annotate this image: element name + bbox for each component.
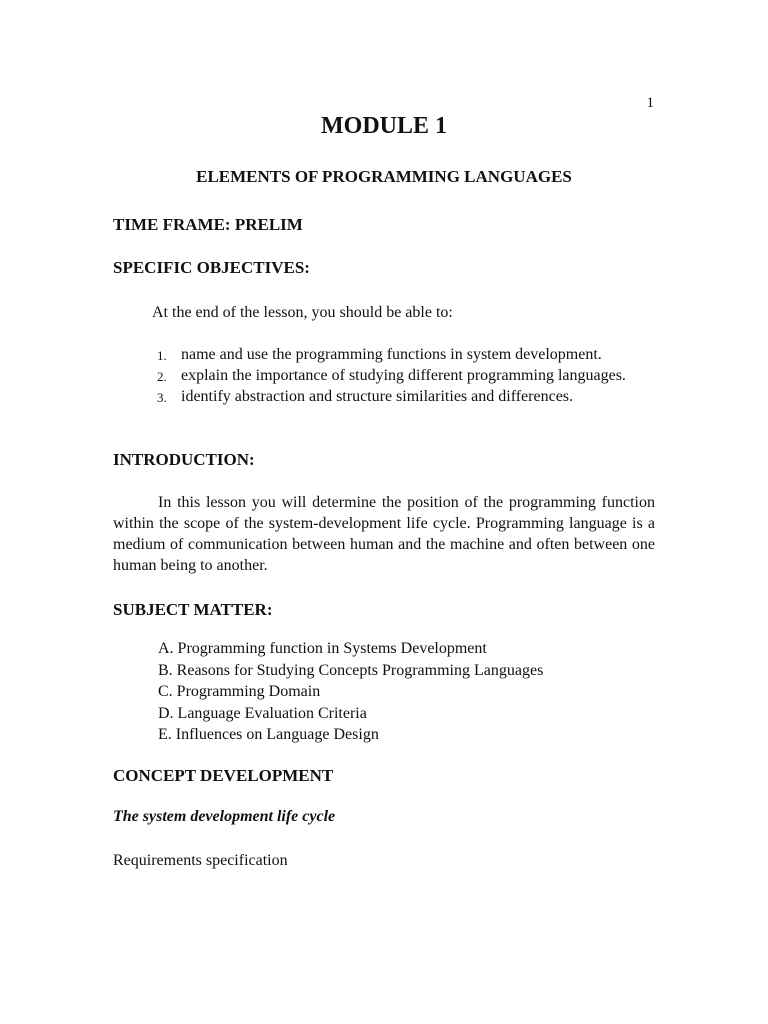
module-subtitle: ELEMENTS OF PROGRAMMING LANGUAGES — [196, 167, 572, 186]
objective-number: 3. — [157, 390, 167, 405]
objectives-list — [152, 344, 655, 407]
subject-item: C. Programming Domain — [158, 683, 321, 700]
time-frame-heading: TIME FRAME: PRELIM — [113, 215, 303, 234]
objective-text: identify abstraction and structure similarities and differences. — [181, 388, 574, 405]
subject-matter-list — [158, 638, 543, 746]
concept-development-heading: CONCEPT DEVELOPMENT — [113, 766, 334, 785]
subject-item: A. Programming function in Systems Development — [158, 640, 487, 657]
objective-text: explain the importance of studying different programming languages. — [181, 367, 626, 384]
concept-subheading: The system development life cycle — [113, 808, 336, 825]
objective-number: 1. — [157, 348, 167, 363]
objective-item-2 — [152, 365, 655, 386]
objectives-intro: At the end of the lesson, you should be able to: — [152, 304, 453, 321]
module-title: MODULE 1 — [321, 113, 447, 139]
objective-item-1 — [152, 344, 655, 365]
objective-text: name and use the programming functions in system development. — [181, 346, 602, 363]
objective-item-3 — [152, 386, 655, 407]
introduction-heading: INTRODUCTION: — [113, 450, 255, 469]
objectives-heading: SPECIFIC OBJECTIVES: — [113, 258, 310, 277]
concept-first-topic: Requirements specification — [113, 852, 288, 869]
objective-number: 2. — [157, 369, 167, 384]
subject-item: B. Reasons for Studying Concepts Programming Languages — [158, 661, 544, 679]
introduction-body: In this lesson you will determine the position of the programming function within the scope of the system-development life cycle. Programming language is a medium of communication between human and the machine and often between one human being to another. — [113, 494, 655, 574]
subject-item: E. Influences on Language Design — [158, 726, 379, 743]
subject-item: D. Language Evaluation Criteria — [158, 704, 367, 722]
page-number: 1 — [646, 95, 654, 111]
subject-matter-heading: SUBJECT MATTER: — [113, 600, 273, 619]
